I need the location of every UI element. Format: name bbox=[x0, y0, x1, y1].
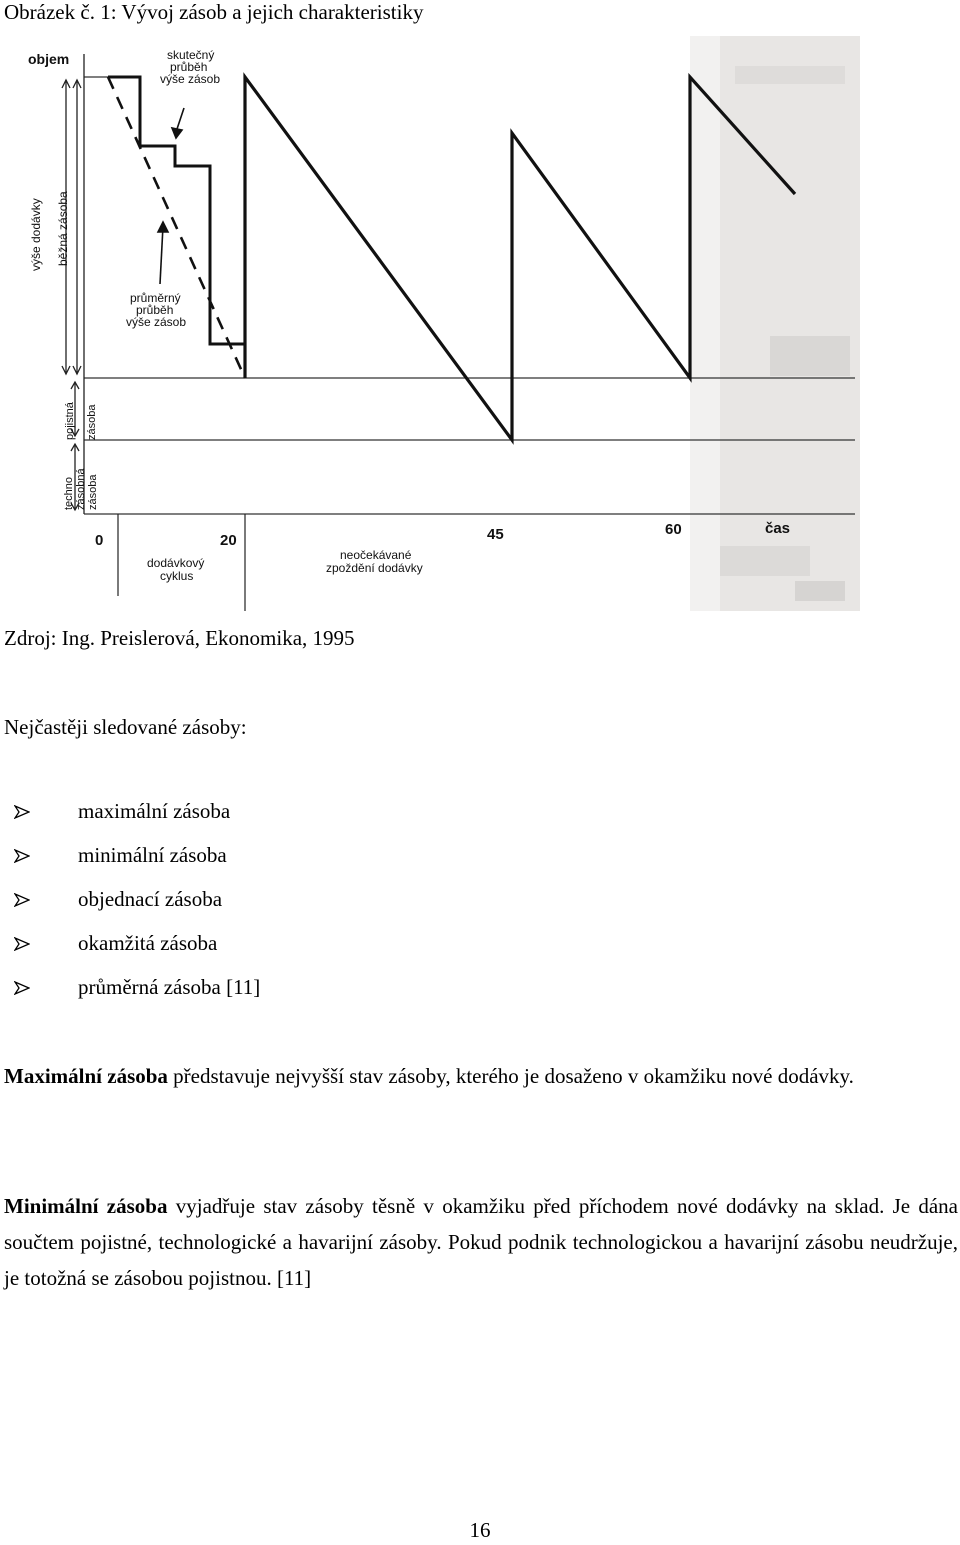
stock-types-list bbox=[0, 796, 260, 1016]
label-order-size: výše dodávky bbox=[29, 198, 43, 271]
list-item-label: průměrná zásoba [11] bbox=[78, 975, 261, 999]
label-average-1: průměrný bbox=[130, 291, 181, 305]
figure-caption: Obrázek č. 1: Vývoj zásob a jejich charakteristiky bbox=[4, 0, 424, 24]
arrowhead-bullet-icon bbox=[14, 805, 30, 819]
page-number: 16 bbox=[469, 1518, 491, 1542]
dimension-arrows bbox=[62, 54, 84, 514]
label-objem: objem bbox=[28, 51, 70, 67]
tick-label-0: 0 bbox=[95, 532, 104, 549]
label-actual-1: skutečný bbox=[167, 48, 215, 62]
label-time: čas bbox=[765, 520, 791, 537]
list-item bbox=[0, 972, 260, 1016]
label-safety-2: zásoba bbox=[86, 404, 98, 440]
label-average-3: výše zásob bbox=[126, 315, 187, 329]
paragraph-min-stock bbox=[4, 1188, 958, 1296]
tick-label-60: 60 bbox=[665, 521, 682, 538]
list-item bbox=[0, 928, 260, 972]
label-delay-2: zpoždění dodávky bbox=[326, 561, 423, 575]
label-tech-3: zásoba bbox=[87, 474, 99, 510]
inventory-chart-figure bbox=[0, 36, 860, 611]
label-delay-1: neočekávané bbox=[340, 548, 412, 562]
paragraph-text: představuje nejvyšší stav zásoby, kterého je dosaženo v okamžiku nové dodávky. bbox=[167, 1064, 854, 1088]
paragraph-text: vyjadřuje stav zásoby těsně v okamžiku před příchodem nové dodávky na sklad. Je dána součtem pojistné, technologické a havarijní zásoby. Pokud podnik technologickou a havarijní zásobu neudržuje, je totožná se zásobou pojistnou. [11] bbox=[4, 1194, 959, 1290]
term-max-stock: Maximální zásoba bbox=[4, 1064, 168, 1088]
label-tech-1: techno bbox=[63, 476, 75, 510]
figure-source: Zdroj: Ing. Preislerová, Ekonomika, 1995 bbox=[4, 626, 355, 650]
list-item-label: maximální zásoba bbox=[78, 799, 231, 823]
paragraph-max-stock bbox=[4, 1058, 958, 1094]
list-item-label: minimální zásoba bbox=[78, 843, 227, 867]
arrowhead-bullet-icon bbox=[14, 981, 30, 995]
label-delivery-cycle-1: dodávkový bbox=[147, 556, 205, 570]
label-actual-3: výše zásob bbox=[160, 72, 221, 86]
label-delivery-cycle-2: cyklus bbox=[160, 569, 194, 583]
inventory-chart-svg bbox=[0, 36, 860, 611]
label-average-2: průběh bbox=[136, 303, 174, 317]
label-safety-1: pojistná bbox=[64, 402, 76, 440]
list-intro: Nejčastěji sledované zásoby: bbox=[4, 715, 247, 739]
term-min-stock: Minimální zásoba bbox=[4, 1194, 168, 1218]
list-item-label: okamžitá zásoba bbox=[78, 931, 218, 955]
list-item-label: objednací zásoba bbox=[78, 887, 223, 911]
arrowhead-bullet-icon bbox=[14, 893, 30, 907]
label-actual-2: průběh bbox=[170, 60, 208, 74]
tick-label-45: 45 bbox=[487, 526, 504, 543]
label-pointers bbox=[158, 108, 184, 284]
list-item bbox=[0, 884, 260, 928]
tick-label-20: 20 bbox=[220, 532, 237, 549]
label-tech-2: zásobná bbox=[75, 468, 87, 510]
arrowhead-bullet-icon bbox=[14, 937, 30, 951]
average-stock-line bbox=[108, 77, 245, 378]
list-item bbox=[0, 840, 260, 884]
list-item bbox=[0, 796, 260, 840]
arrowhead-bullet-icon bbox=[14, 849, 30, 863]
label-cycle-stock: běžná zásoba bbox=[56, 191, 70, 266]
